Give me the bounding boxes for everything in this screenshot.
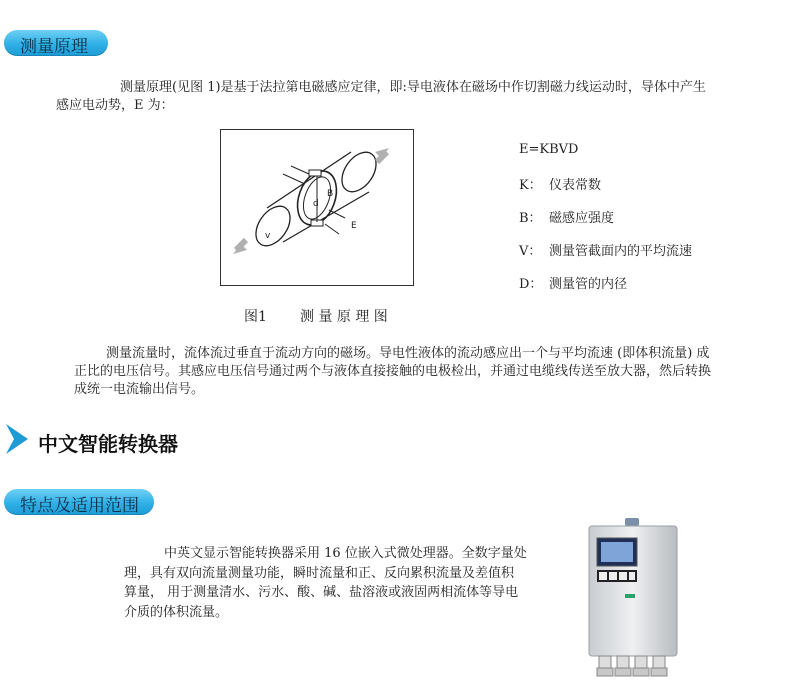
section-title: 特点及适用范围 [20, 496, 139, 516]
features-line-3: 算量， 用于测量清水、污水、酸、碱、盐溶液或液固两相流体等导电 [124, 585, 519, 600]
legend-key: D： [519, 277, 543, 292]
legend-text: 仪表常数 [549, 178, 602, 193]
section-pill-features [4, 489, 154, 515]
features-line-2: 理，具有双向流量测量功能，瞬时流量和正、反向累积流量及差值积 [124, 565, 515, 581]
figure-caption-text: 测 量 原 理 图 [300, 309, 388, 325]
flow-line-1: 测量流量时，流体流过垂直于流动方向的磁场。导电性液体的流动感应出一个与平均流速 (即体积流量) 成 [106, 346, 710, 361]
label-v: v [265, 231, 271, 241]
section-pill-measurement-principle [4, 30, 108, 56]
flow-measurement-paragraph [74, 345, 764, 399]
measurement-principle-diagram [220, 129, 414, 286]
legend-text: 磁感应强度 [549, 211, 615, 226]
legend-item-k [519, 174, 601, 193]
converter-device-image [585, 518, 681, 678]
intro-paragraph [56, 79, 756, 115]
legend-item-b [519, 207, 614, 226]
converter-device-svg [585, 518, 681, 678]
intro-line-2: 感应电动势，E 为： [56, 98, 174, 113]
features-line-1: 中英文显示智能转换器采用 16 位嵌入式微处理器。全数字量处 [164, 546, 527, 561]
pipe-diagram-svg [221, 130, 413, 285]
intro-line-1: 测量原理(见图 1)是基于法拉第电磁感应定律，即:导电液体在磁场中作切割磁力线运动时，导体中产生 [120, 80, 706, 95]
legend-text: 测量管截面内的平均流速 [549, 244, 693, 259]
section-title: 测量原理 [20, 37, 88, 57]
legend-item-v [519, 240, 692, 259]
formula: E=KBVD [519, 142, 579, 157]
chevron-right-icon [4, 424, 30, 454]
legend-key: K： [519, 178, 542, 193]
legend-item-d [519, 273, 627, 292]
features-paragraph [124, 544, 554, 622]
legend-key: V： [519, 244, 542, 259]
legend-key: B： [519, 211, 542, 226]
flow-line-3: 成统一电流输出信号。 [74, 382, 205, 397]
flow-line-2: 正比的电压信号。其感应电压信号通过两个与液体直接接触的电极检出，并通过电缆线传送至放大器，然后转换 [74, 364, 712, 379]
label-b: B [327, 189, 334, 199]
label-d: d [313, 199, 319, 209]
figure-caption-number: 图1 [244, 309, 267, 325]
features-line-4: 介质的体积流量。 [124, 604, 229, 620]
section-heading-smart-converter: 中文智能转换器 [38, 432, 178, 456]
label-e: E [351, 221, 357, 231]
legend-text: 测量管的内径 [549, 277, 628, 292]
